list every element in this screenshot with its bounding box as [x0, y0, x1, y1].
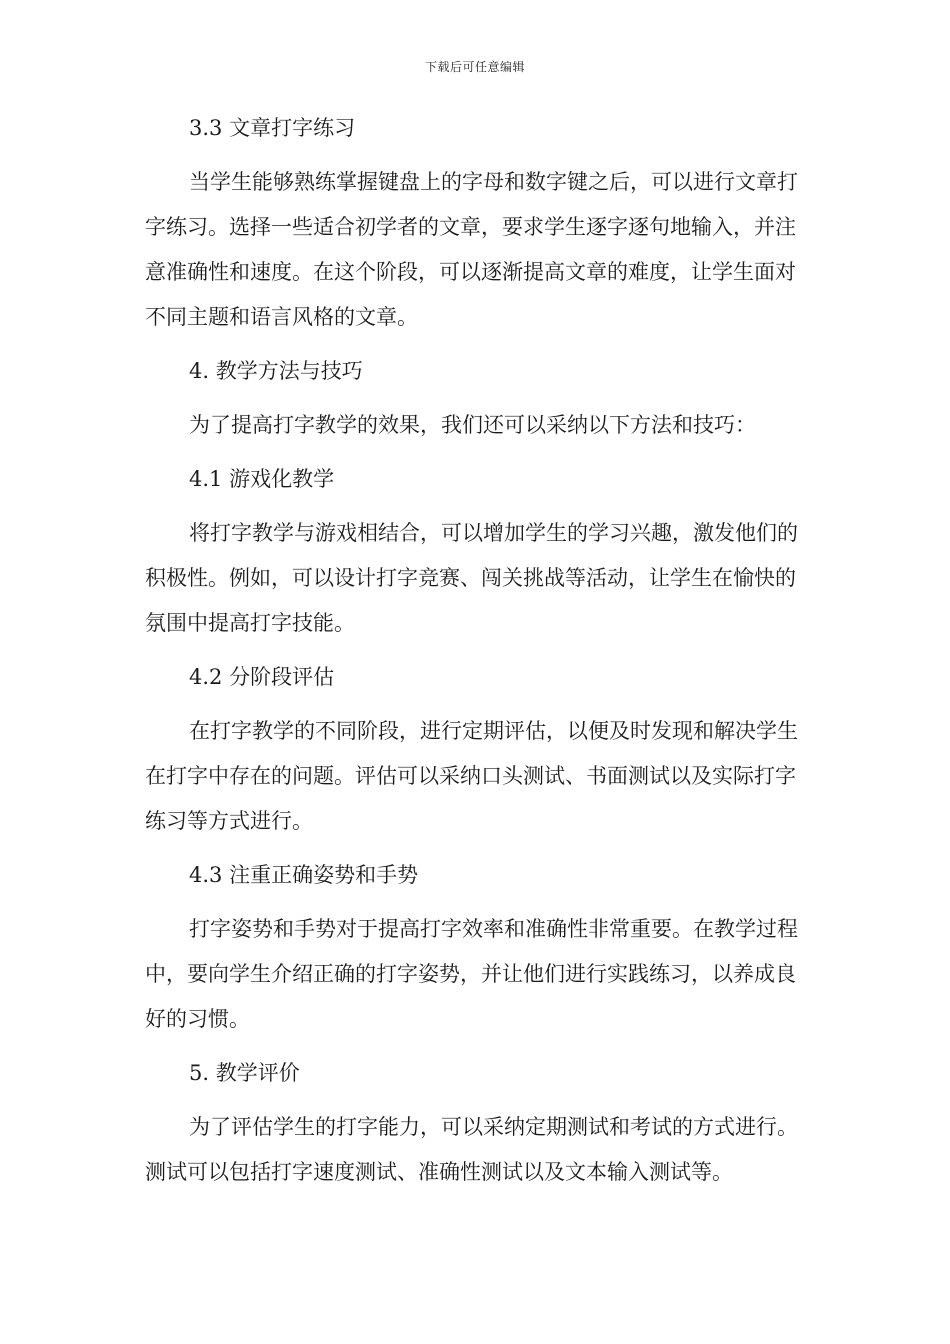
section-heading-4-2: 4.2 分阶段评估 — [189, 665, 335, 689]
paragraph-posture: 打字姿势和手势对于提高打字效率和准确性非常重要。在教学过程中，要向学生介绍正确的打字姿势，并让他们进行实践练习，以养成良好的习惯。 — [145, 917, 798, 1031]
paragraph-evaluation: 为了评估学生的打字能力，可以采纳定期测试和考试的方式进行。测试可以包括打字速度测试、准确性测试以及文本输入测试等。 — [145, 1115, 798, 1184]
page-header: 下载后可任意编辑 — [424, 60, 525, 74]
paragraph-gamification: 将打字教学与游戏相结合，可以增加学生的学习兴趣，激发他们的积极性。例如，可以设计打字竞赛、闯关挑战等活动，让学生在愉快的氛围中提高打字技能。 — [145, 521, 798, 635]
paragraph-article-practice: 当学生能够熟练掌握键盘上的字母和数字键之后，可以进行文章打字练习。选择一些适合初学者的文章，要求学生逐字逐句地输入，并注意准确性和速度。在这个阶段，可以逐渐提高文章的难度，让学生面对不同主题和语言风格的文章。 — [145, 170, 798, 329]
section-heading-5: 5. 教学评价 — [189, 1061, 300, 1085]
section-heading-4-1: 4.1 游戏化教学 — [189, 467, 335, 491]
section-heading-4: 4. 教学方法与技巧 — [189, 359, 363, 383]
document-body — [145, 106, 805, 1204]
section-heading-3-3: 3.3 文章打字练习 — [189, 116, 356, 140]
paragraph-methods-intro: 为了提高打字教学的效果，我们还可以采纳以下方法和技巧： — [189, 413, 756, 437]
paragraph-staged-evaluation: 在打字教学的不同阶段，进行定期评估，以便及时发现和解决学生在打字中存在的问题。评估可以采纳口头测试、书面测试以及实际打字练习等方式进行。 — [145, 719, 798, 833]
section-heading-4-3: 4.3 注重正确姿势和手势 — [189, 863, 419, 887]
